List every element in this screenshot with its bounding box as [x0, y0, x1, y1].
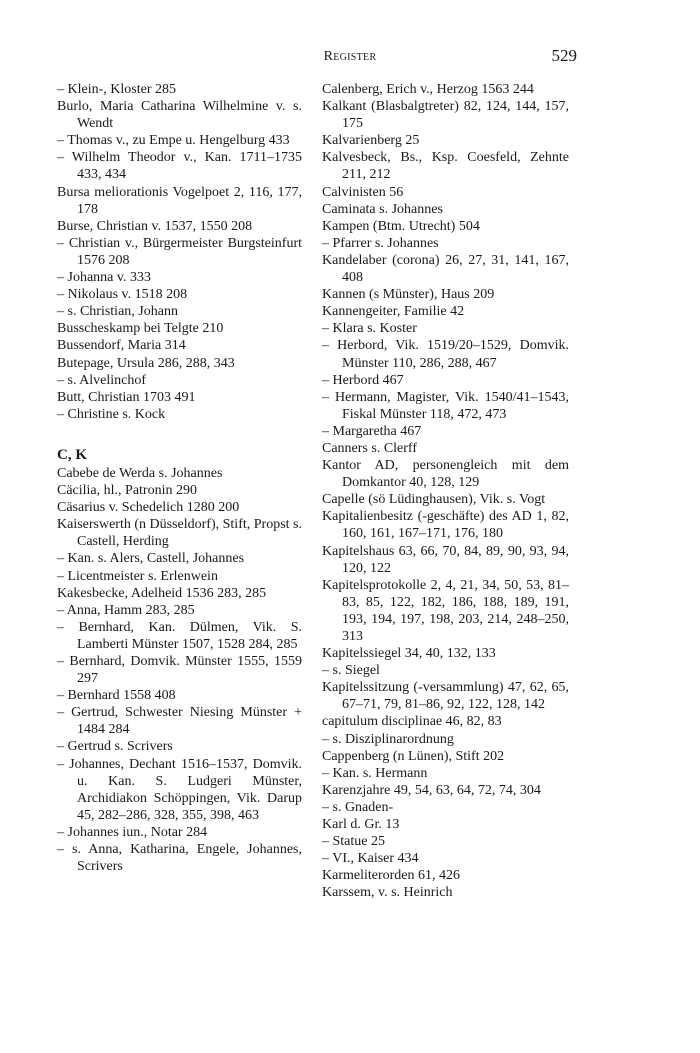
index-entry: – Christine s. Kock	[57, 406, 166, 422]
index-entry: Kampen (Btm. Utrecht) 504	[322, 218, 480, 234]
index-entry: – Klara s. Koster	[322, 321, 417, 337]
index-entry: – s. Anna, Katharina, Engele, Johannes, Scrivers	[57, 842, 302, 875]
index-entry: – Anna, Hamm 283, 285	[57, 602, 195, 618]
index-entry: Cäsarius v. Schedelich 1280 200	[57, 500, 240, 516]
index-entry: Butepage, Ursula 286, 288, 343	[57, 355, 235, 371]
index-entry: Busscheskamp bei Telgte 210	[57, 321, 224, 337]
index-entry: Bussendorf, Maria 314	[57, 338, 186, 354]
index-entry: – VI., Kaiser 434	[322, 851, 419, 867]
index-entry: – Gertrud, Schwester Niesing Münster + 1484 284	[57, 705, 302, 738]
index-entry: Kakesbecke, Adelheid 1536 283, 285	[57, 585, 267, 601]
index-entry: Kannen (s Münster), Haus 209	[322, 287, 495, 303]
index-entry: – s. Siegel	[322, 663, 380, 679]
index-entry: – Licentmeister s. Erlenwein	[57, 568, 218, 584]
index-entry: – Margaretha 467	[322, 423, 422, 439]
index-entry: Capelle (sö Lüdinghausen), Vik. s. Vogt	[322, 492, 546, 508]
section-heading: C, K	[57, 446, 87, 463]
index-entry: capitulum disciplinae 46, 82, 83	[322, 714, 502, 730]
index-entry: – s. Christian, Johann	[57, 304, 178, 320]
index-entry: Kapitelssiegel 34, 40, 132, 133	[322, 646, 496, 662]
index-entry: – Bernhard 1558 408	[57, 688, 176, 704]
index-entry: Kalkant (Blasbalgtreter) 82, 124, 144, 157, 175	[322, 99, 569, 132]
index-entry: Karenzjahre 49, 54, 63, 64, 72, 74, 304	[322, 782, 541, 798]
index-entry: Cappenberg (n Lünen), Stift 202	[322, 748, 505, 764]
index-entry: – Johannes, Dechant 1516–1537, Domvik. u. Kan. S. Ludgeri Münster, Archidiakon Schöppingen, Vik. Darup 45, 282–286, 328, 355, 398, 463	[57, 756, 302, 823]
index-entry: – Herbord, Vik. 1519/20–1529, Domvik. Münster 110, 286, 288, 467	[322, 338, 569, 371]
index-entry: Kantor AD, personengleich mit dem Domkantor 40, 128, 129	[322, 458, 569, 491]
index-entry: – s. Gnaden-	[322, 799, 394, 815]
index-entry: Bursa meliorationis Vogelpoet 2, 116, 177, 178	[57, 184, 302, 217]
index-entry: – Johanna v. 333	[57, 270, 151, 286]
index-entry: Caminata s. Johannes	[322, 201, 443, 217]
index-entry: – s. Alvelinchof	[57, 372, 147, 388]
index-entry: Calvinisten 56	[322, 184, 404, 200]
page-number: 529	[551, 46, 577, 65]
index-entry: Kannengeiter, Familie 42	[322, 304, 465, 320]
index-entry: Calenberg, Erich v., Herzog 1563 244	[322, 82, 534, 97]
index-entry: – Christian v., Bürgermeister Burgsteinfurt 1576 208	[57, 235, 302, 268]
index-entry: Karssem, v. s. Heinrich	[322, 885, 453, 901]
index-entry: Butt, Christian 1703 491	[57, 389, 196, 405]
page-header	[0, 46, 700, 70]
index-entry: – Bernhard, Kan. Dülmen, Vik. S. Lamberti Münster 1507, 1528 284, 285	[57, 619, 302, 652]
index-column-left	[57, 81, 302, 875]
index-entry: – Wilhelm Theodor v., Kan. 1711–1735 433, 434	[57, 150, 302, 183]
index-entry: – Statue 25	[322, 834, 385, 850]
index-entry: – Gertrud s. Scrivers	[57, 739, 173, 755]
index-entry: Kandelaber (corona) 26, 27, 31, 141, 167, 408	[322, 252, 569, 286]
running-title: Register	[323, 49, 377, 64]
index-entry: Kaiserswerth (n Düsseldorf), Stift, Propst s. Castell, Herding	[57, 517, 302, 550]
index-entry: – Hermann, Magister, Vik. 1540/41–1543, Fiskal Münster 118, 472, 473	[322, 389, 569, 422]
index-entry: Karl d. Gr. 13	[322, 817, 400, 833]
index-entry: Cabebe de Werda s. Johannes	[57, 465, 223, 481]
index-entry: – Kan. s. Alers, Castell, Johannes	[57, 551, 245, 567]
index-entry: – Johannes iun., Notar 284	[57, 824, 208, 840]
index-entry: – Bernhard, Domvik. Münster 1555, 1559 297	[57, 654, 302, 687]
index-entry: – Thomas v., zu Empe u. Hengelburg 433	[57, 133, 290, 149]
index-column-right	[322, 81, 569, 902]
index-entry: – Herbord 467	[322, 372, 404, 388]
index-entry: Kapitelsprotokolle 2, 4, 21, 34, 50, 53, 81–83, 85, 122, 182, 186, 188, 189, 191, 193, 194, 197, 198, 203, 214, 248–250, 313	[322, 577, 569, 644]
index-entry: Kapitalienbesitz (-geschäfte) des AD 1, 82, 160, 161, 167–171, 176, 180	[322, 509, 569, 542]
index-entry: – Nikolaus v. 1518 208	[57, 287, 188, 303]
index-entry: Burse, Christian v. 1537, 1550 208	[57, 218, 253, 234]
index-entry: Karmeliterorden 61, 426	[322, 868, 461, 884]
index-entry: Canners s. Clerff	[322, 440, 417, 456]
index-entry: Kapitelshaus 63, 66, 70, 84, 89, 90, 93, 94, 120, 122	[322, 543, 569, 576]
index-entry: Kapitelssitzung (-versammlung) 47, 62, 65, 67–71, 79, 81–86, 92, 122, 128, 142	[322, 680, 569, 713]
index-entry: – Pfarrer s. Johannes	[322, 235, 439, 251]
index-entry: Cäcilia, hl., Patronin 290	[57, 483, 197, 499]
index-entry: – Klein-, Kloster 285	[57, 82, 176, 97]
section-gap	[57, 423, 302, 439]
index-entry: Kalvarienberg 25	[322, 133, 420, 149]
index-entry: Burlo, Maria Catharina Wilhelmine v. s. Wendt	[57, 99, 302, 132]
index-entry: Kalvesbeck, Bs., Ksp. Coesfeld, Zehnte 211, 212	[322, 150, 569, 183]
index-entry: – Kan. s. Hermann	[322, 765, 428, 781]
index-entry: – s. Disziplinarordnung	[322, 731, 454, 747]
